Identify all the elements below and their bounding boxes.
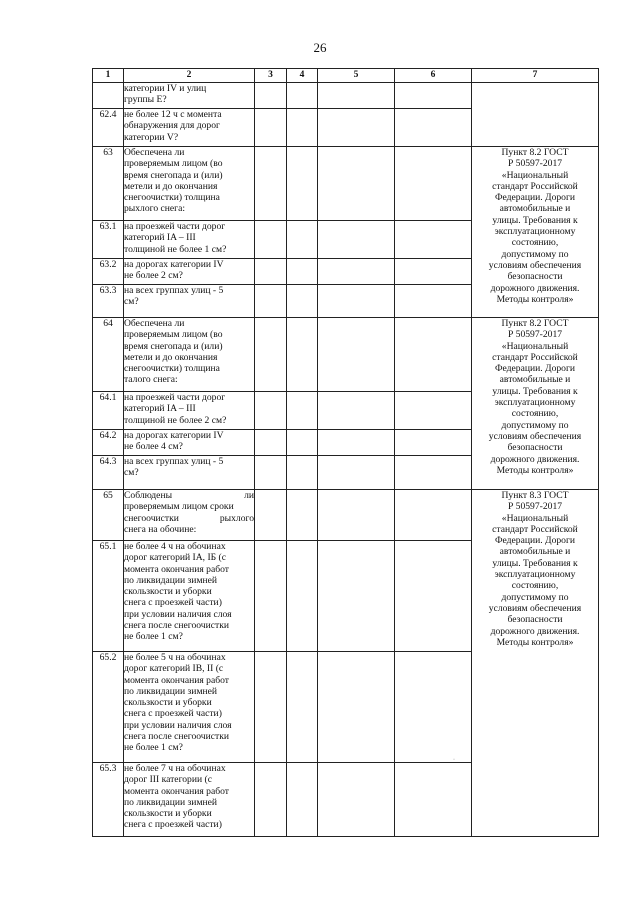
row-number: 64 <box>93 318 124 392</box>
question-line: категории IV и улиц <box>124 83 207 94</box>
answer-cell[interactable] <box>287 652 318 763</box>
reference-line: дорожного движения. <box>490 453 580 465</box>
reference-line: дорожного движения. <box>490 625 580 637</box>
question-line: на всех группах улиц - 5 <box>124 285 224 296</box>
reference-line: «Национальный <box>501 512 569 524</box>
question-line: Обеспечена ли <box>124 318 185 329</box>
reference-line: Р 50597-2017 <box>507 501 563 513</box>
reference-line: Методы контроля» <box>496 636 574 648</box>
row-question <box>124 285 255 318</box>
table-row <box>93 318 599 392</box>
question-line: время снегопада и (или) <box>124 169 223 181</box>
requirement-reference <box>472 490 599 837</box>
question-line: не более 12 ч с момента <box>124 109 222 120</box>
answer-cell[interactable] <box>287 430 318 456</box>
answer-cell[interactable] <box>255 147 287 221</box>
answer-cell[interactable] <box>255 285 287 318</box>
answer-cell[interactable] <box>318 221 395 259</box>
reference-line: Р 50597-2017 <box>507 329 563 341</box>
question-line: проверяемым лицом (во <box>124 329 223 341</box>
reference-line: улицы. Требования к <box>492 214 578 226</box>
answer-cell[interactable] <box>287 109 318 147</box>
question-line: снега на обочине: <box>124 523 197 535</box>
row-number: 63 <box>93 147 124 221</box>
row-question <box>124 456 255 490</box>
row-number: 64.1 <box>93 392 124 430</box>
question-line: категорий IA – III <box>124 403 196 415</box>
question-line: категории V? <box>124 131 179 143</box>
answer-cell[interactable] <box>395 490 472 541</box>
answer-cell[interactable] <box>255 259 287 285</box>
row-question <box>124 392 255 430</box>
row-question <box>124 763 255 837</box>
answer-cell[interactable] <box>395 763 472 837</box>
row-question <box>124 430 255 456</box>
answer-cell[interactable] <box>287 456 318 490</box>
question-line: не более 1 см? <box>124 631 183 643</box>
question-line: момента окончания работ <box>124 785 229 797</box>
reference-line: автомобильные и <box>499 374 571 386</box>
reference-line: состоянию, <box>511 580 559 592</box>
header-col-3: 3 <box>255 69 287 83</box>
header-col-1: 1 <box>93 69 124 83</box>
question-line: обнаружения для дорог <box>124 120 220 132</box>
answer-cell[interactable] <box>287 541 318 652</box>
reference-line: стандарт Российской <box>492 523 578 535</box>
reference-line: Пункт 8.2 ГОСТ <box>501 147 569 158</box>
question-line: группы Е? <box>124 94 167 106</box>
row-number: 65.1 <box>93 541 124 652</box>
table-row <box>93 83 599 109</box>
header-col-5: 5 <box>318 69 395 83</box>
reference-line: дорожного движения. <box>490 282 580 294</box>
requirement-reference <box>472 318 599 490</box>
question-line: снегоочистки) толщина <box>124 363 220 375</box>
reference-line: условиям обеспечения <box>488 430 582 442</box>
answer-cell[interactable] <box>395 541 472 652</box>
answer-cell[interactable] <box>287 318 318 392</box>
answer-cell[interactable] <box>287 392 318 430</box>
answer-cell[interactable] <box>255 430 287 456</box>
reference-line: безопасности <box>507 442 563 454</box>
header-col-2: 2 <box>124 69 255 83</box>
reference-line: допустимому по <box>501 591 569 603</box>
row-number: 65.2 <box>93 652 124 763</box>
reference-line: эксплуатационному <box>494 397 576 409</box>
header-row <box>93 69 599 83</box>
question-line: при условии наличия слоя <box>124 608 232 620</box>
reference-line: «Национальный <box>501 340 569 352</box>
row-number: 64.3 <box>93 456 124 490</box>
answer-cell[interactable] <box>255 490 287 541</box>
question-line: не более 1 см? <box>124 742 183 754</box>
reference-line: стандарт Российской <box>492 180 578 192</box>
answer-cell[interactable] <box>395 456 472 490</box>
table-row <box>93 147 599 221</box>
question-line: толщиной не более 1 см? <box>124 243 227 255</box>
reference-line: автомобильные и <box>499 203 571 215</box>
answer-cell[interactable] <box>318 456 395 490</box>
reference-line: Федерации. Дороги <box>494 535 576 547</box>
question-line: толщиной не более 2 см? <box>124 414 227 426</box>
row-question <box>124 490 255 541</box>
requirement-cell <box>472 83 599 147</box>
stray-mark: · <box>453 757 455 763</box>
question-line: метели и до окончания <box>124 180 218 192</box>
answer-cell[interactable] <box>395 392 472 430</box>
answer-cell[interactable] <box>318 763 395 837</box>
question-line: снега с проезжей части) <box>124 597 222 609</box>
answer-cell[interactable] <box>287 83 318 109</box>
row-number <box>93 83 124 109</box>
question-line: на дорогах категории IV <box>124 259 224 270</box>
answer-cell[interactable] <box>318 285 395 318</box>
question-line: по ликвидации зимней <box>124 685 218 697</box>
answer-cell[interactable] <box>287 285 318 318</box>
reference-line: Федерации. Дороги <box>494 192 576 204</box>
reference-line: безопасности <box>507 614 563 626</box>
answer-cell[interactable] <box>395 109 472 147</box>
answer-cell[interactable] <box>318 147 395 221</box>
answer-cell[interactable] <box>395 221 472 259</box>
row-question <box>124 109 255 147</box>
reference-line: улицы. Требования к <box>492 385 578 397</box>
question-line: проверяемым лицом сроки <box>124 501 234 513</box>
question-line: снега после снегоочистки <box>124 620 230 632</box>
answer-cell[interactable] <box>395 285 472 318</box>
question-line: по ликвидации зимней <box>124 796 218 808</box>
reference-line: безопасности <box>507 271 563 283</box>
question-line: см? <box>124 467 139 479</box>
header-col-4: 4 <box>287 69 318 83</box>
row-question <box>124 652 255 763</box>
reference-line: Методы контроля» <box>496 293 574 305</box>
question-line: снега с проезжей части) <box>124 708 222 720</box>
page-number: 26 <box>313 40 327 55</box>
question-line: на дорогах категории IV <box>124 430 224 441</box>
question-line: на всех группах улиц - 5 <box>124 456 224 467</box>
answer-cell[interactable] <box>255 109 287 147</box>
answer-cell[interactable] <box>255 456 287 490</box>
reference-line: Пункт 8.3 ГОСТ <box>501 490 569 501</box>
answer-cell[interactable] <box>318 652 395 763</box>
reference-line: допустимому по <box>501 419 569 431</box>
answer-cell[interactable] <box>318 109 395 147</box>
answer-cell[interactable] <box>318 541 395 652</box>
question-line: снегоочистки) толщина <box>124 192 220 204</box>
question-line: скользкости и уборки <box>124 697 212 709</box>
answer-cell[interactable] <box>255 763 287 837</box>
reference-line: Методы контроля» <box>496 464 574 476</box>
reference-line: «Национальный <box>501 169 569 181</box>
answer-cell[interactable] <box>395 147 472 221</box>
question-line: Соблюдены ли <box>124 490 254 501</box>
reference-line: состоянию, <box>511 408 559 420</box>
row-number: 63.2 <box>93 259 124 285</box>
answer-cell[interactable] <box>318 430 395 456</box>
question-line: момента окончания работ <box>124 674 229 686</box>
header-col-7: 7 <box>472 69 599 83</box>
answer-cell[interactable] <box>318 259 395 285</box>
question-line: не более 4 см? <box>124 441 183 453</box>
question-line: не более 7 ч на обочинах <box>124 763 226 774</box>
reference-line: автомобильные и <box>499 546 571 558</box>
reference-line: улицы. Требования к <box>492 557 578 569</box>
question-line: рыхлого снега: <box>124 203 186 215</box>
row-number: 65 <box>93 490 124 541</box>
header-col-6: 6 <box>395 69 472 83</box>
question-line: не более 2 см? <box>124 270 183 282</box>
row-question <box>124 259 255 285</box>
row-question <box>124 147 255 221</box>
answer-cell[interactable] <box>395 83 472 109</box>
question-line: снега после снегоочистки <box>124 731 230 743</box>
row-question <box>124 83 255 109</box>
answer-cell[interactable] <box>287 490 318 541</box>
question-line: дорог категорий IB, II (с <box>124 663 224 675</box>
row-number: 63.3 <box>93 285 124 318</box>
answer-cell[interactable] <box>255 392 287 430</box>
reference-line: Федерации. Дороги <box>494 363 576 375</box>
reference-line: стандарт Российской <box>492 351 578 363</box>
question-line: по ликвидации зимней <box>124 574 218 586</box>
question-line: снега с проезжей части) <box>124 819 222 831</box>
answer-cell[interactable] <box>395 318 472 392</box>
reference-line: допустимому по <box>501 248 569 260</box>
answer-cell[interactable] <box>318 83 395 109</box>
answer-cell[interactable] <box>287 147 318 221</box>
answer-cell[interactable] <box>255 652 287 763</box>
checklist-table <box>92 68 599 837</box>
row-number: 63.1 <box>93 221 124 259</box>
question-line: скользкости и уборки <box>124 586 212 598</box>
row-question <box>124 541 255 652</box>
reference-line: условиям обеспечения <box>488 259 582 271</box>
reference-line: условиям обеспечения <box>488 602 582 614</box>
question-line: на проезжей части дорог <box>124 392 226 403</box>
answer-cell[interactable] <box>395 652 472 763</box>
question-line: время снегопада и (или) <box>124 340 223 352</box>
answer-cell[interactable] <box>255 318 287 392</box>
row-number: 62.4 <box>93 109 124 147</box>
question-line: момента окончания работ <box>124 563 229 575</box>
requirement-reference <box>472 147 599 318</box>
row-question <box>124 318 255 392</box>
question-line: дорог категорий IA, IБ (с <box>124 552 227 564</box>
question-line: категорий IA – III <box>124 232 196 244</box>
question-line: снегоочистки рыхлого <box>124 512 254 524</box>
reference-line: эксплуатационному <box>494 569 576 581</box>
question-line: на проезжей части дорог <box>124 221 226 232</box>
question-line: проверяемым лицом (во <box>124 158 223 170</box>
answer-cell[interactable] <box>287 221 318 259</box>
question-line: при условии наличия слоя <box>124 719 232 731</box>
question-line: метели и до окончания <box>124 351 218 363</box>
answer-cell[interactable] <box>395 259 472 285</box>
reference-line: Пункт 8.2 ГОСТ <box>501 318 569 329</box>
answer-cell[interactable] <box>318 318 395 392</box>
question-line: Обеспечена ли <box>124 147 185 158</box>
answer-cell[interactable] <box>287 259 318 285</box>
question-line: не более 4 ч на обочинах <box>124 541 226 552</box>
reference-line: эксплуатационному <box>494 226 576 238</box>
reference-line: Р 50597-2017 <box>507 158 563 170</box>
answer-cell[interactable] <box>395 430 472 456</box>
row-number: 65.3 <box>93 763 124 837</box>
reference-line: состоянию, <box>511 237 559 249</box>
question-line: дорог III категории (с <box>124 774 212 786</box>
answer-cell[interactable] <box>255 541 287 652</box>
row-number: 64.2 <box>93 430 124 456</box>
question-line: не более 5 ч на обочинах <box>124 652 226 663</box>
table-row <box>93 490 599 541</box>
question-line: талого снега: <box>124 374 178 386</box>
answer-cell[interactable] <box>318 490 395 541</box>
answer-cell[interactable] <box>318 392 395 430</box>
row-question <box>124 221 255 259</box>
answer-cell[interactable] <box>255 83 287 109</box>
answer-cell[interactable] <box>255 221 287 259</box>
question-line: скользкости и уборки <box>124 808 212 820</box>
question-line: см? <box>124 296 139 308</box>
answer-cell[interactable] <box>287 763 318 837</box>
